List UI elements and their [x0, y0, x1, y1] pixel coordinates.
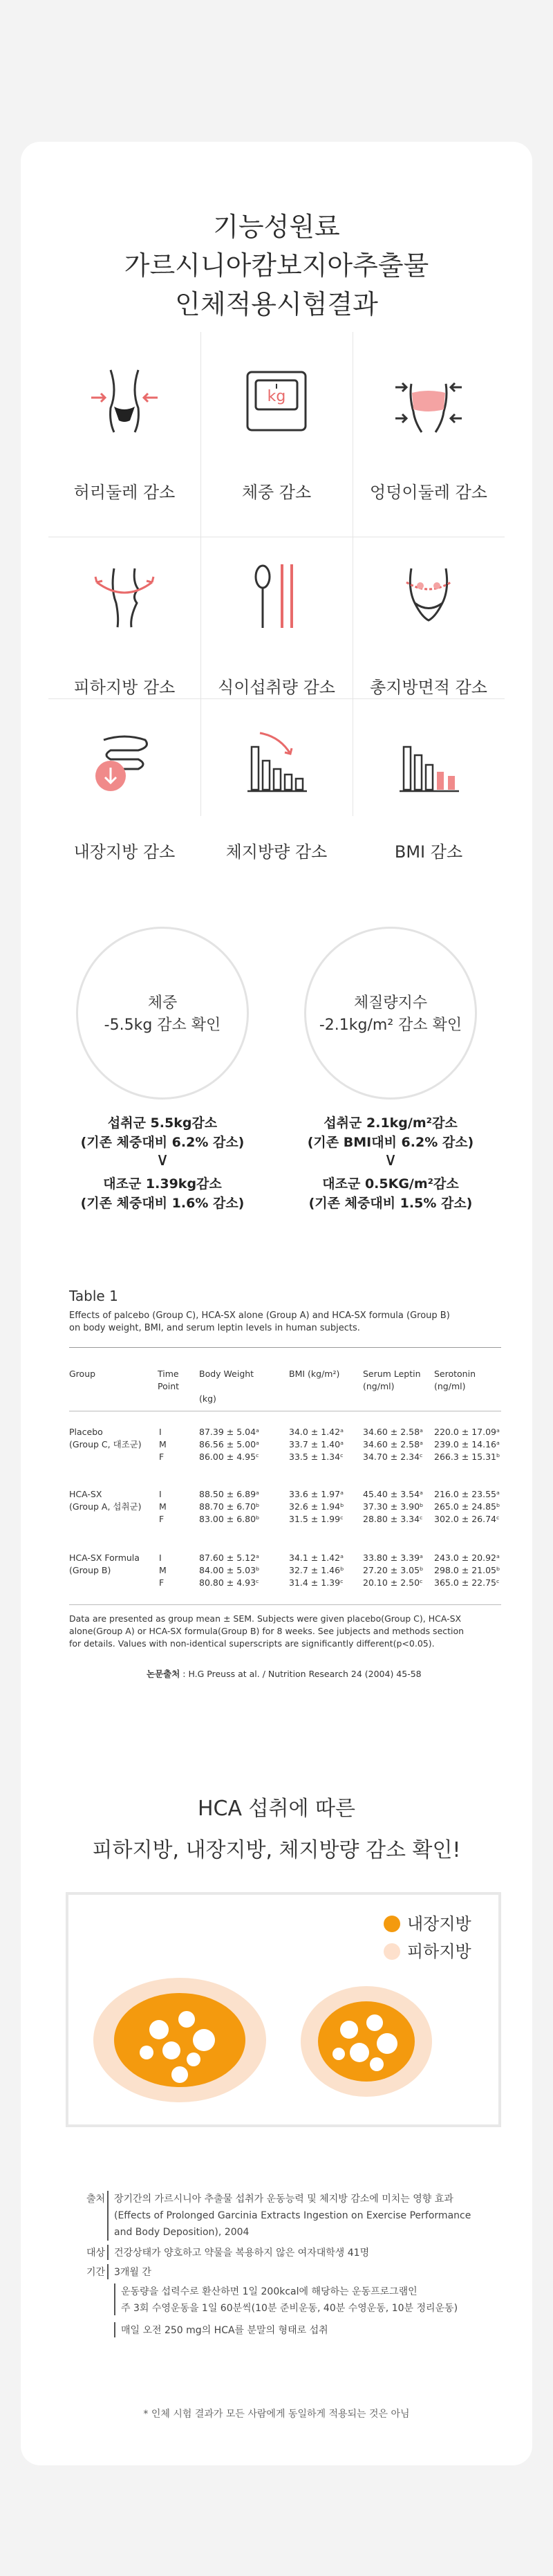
intake-text: 매일 오전 250 mg의 HCA를 분말의 형태로 섭취	[121, 2325, 328, 2336]
table-cell: 220.0 ± 17.09ᵃ 239.0 ± 14.16ᵃ 266.3 ± 15.31ᵇ	[434, 1427, 500, 1462]
section-heading-2: 피하지방, 내장지방, 체지방량 감소 확인!	[92, 1838, 461, 1862]
effect-visceral-fat	[48, 698, 200, 862]
table-rule	[69, 1347, 501, 1348]
circle-value: -5.5kg 감소 확인	[104, 1017, 221, 1034]
source-text: and Body Deposition), 2004	[114, 2227, 250, 2238]
stat-line: 섭취군 2.1kg/m²감소	[324, 1115, 458, 1131]
table-cell: 45.40 ± 3.54ᵃ 37.30 ± 3.90ᵇ 28.80 ± 3.34ᶜ	[363, 1489, 424, 1524]
stat-line: 대조군 1.39kg감소	[103, 1176, 222, 1192]
chevron-down-icon: ∨	[384, 1149, 397, 1170]
circle-value: -2.1kg/m² 감소 확인	[319, 1017, 462, 1034]
stat-line: (기존 체중대비 1.5% 감소)	[308, 1196, 473, 1211]
exercise-text: 주 3회 수영운동을 1일 60분씩(10분 준비운동, 40분 수영운동, 10분 정리운동)	[121, 2303, 458, 2314]
table-cell: I M F	[159, 1489, 167, 1524]
effect-label: 체중 감소	[241, 483, 312, 502]
subject-label: 대상	[86, 2248, 106, 2259]
source-bar	[107, 2191, 109, 2241]
effect-label: BMI 감소	[394, 842, 463, 862]
effect-label: 허리둘레 감소	[73, 483, 176, 502]
effect-total-fat-area	[353, 537, 505, 697]
table-note: for details. Values with non-identical superscripts are significantly different(p<0.05).	[69, 1638, 435, 1649]
table-header: Time Point	[158, 1369, 180, 1391]
weight-control-group	[52, 1174, 273, 1213]
source-text: 장기간의 가르시니아 추출물 섭취가 운동능력 및 체지방 감소에 미치는 영향 효과	[114, 2194, 453, 2205]
period-text: 3개월 간	[114, 2267, 151, 2278]
title-line-1: 기능성원료	[213, 212, 340, 242]
citation-text: : H.G Preuss at al. / Nutrition Research 24 (2004) 45-58	[180, 1669, 422, 1679]
table-header: Group	[69, 1369, 96, 1379]
table-cell: 34.1 ± 1.42ᵃ 32.7 ± 1.46ᵇ 31.4 ± 1.39ᶜ	[289, 1553, 344, 1588]
weight-test-group	[52, 1113, 273, 1152]
table-note: alone(Group A) or HCA-SX formula(Group B) for 8 weeks. See jubjects and methods section	[69, 1626, 465, 1636]
spoon-chopsticks-icon	[242, 562, 311, 631]
effect-waist	[48, 332, 200, 502]
source-label: 출처	[86, 2194, 106, 2205]
table-note: Data are presented as group mean ± SEM. Subjects were given placebo(Group C), HCA-SX	[69, 1613, 462, 1624]
table-cell: 243.0 ± 20.92ᵃ 298.0 ± 21.05ᵇ 365.0 ± 22.75ᶜ	[434, 1553, 500, 1588]
table-cell: HCA-SX (Group A, 섭취군)	[69, 1489, 142, 1512]
table-cell: 33.6 ± 1.97ᵃ 32.6 ± 1.94ᵇ 31.5 ± 1.99ᶜ	[289, 1489, 344, 1524]
citation	[147, 1668, 422, 1680]
legend-label: 내장지방	[407, 1914, 471, 1934]
bmi-control-group	[280, 1174, 501, 1213]
effect-diet-intake	[200, 537, 353, 697]
table-cell: 216.0 ± 23.55ᵃ 265.0 ± 24.85ᵇ 302.0 ± 26.74ᶜ	[434, 1489, 500, 1524]
weight-result-circle	[76, 927, 249, 1100]
effect-subcutaneous-fat	[48, 537, 200, 697]
table-cell: 88.50 ± 6.89ᵃ 88.70 ± 6.70ᵇ 83.00 ± 6.80ᵇ	[199, 1489, 260, 1524]
source-bar	[114, 2283, 115, 2315]
legend-dot	[384, 1943, 400, 1960]
period-label: 기간	[86, 2267, 106, 2278]
waist-icon	[90, 367, 159, 436]
bmi-chart-icon	[394, 726, 463, 795]
stat-line: 대조군 0.5KG/m²감소	[322, 1176, 459, 1192]
table-cell: 34.60 ± 2.58ᵃ 34.60 ± 2.58ᵃ 34.70 ± 2.34ᶜ	[363, 1427, 423, 1462]
stat-line: (기존 BMI대비 6.2% 감소)	[307, 1135, 474, 1150]
effect-body-fat-mass	[200, 698, 353, 862]
table-cell: 34.0 ± 1.42ᵃ 33.7 ± 1.40ᵃ 33.5 ± 1.34ᶜ	[289, 1427, 344, 1462]
section-heading-1: HCA 섭취에 따른	[197, 1797, 355, 1821]
legend-visceral	[384, 1910, 471, 1934]
effect-weight	[200, 332, 353, 502]
table-caption: on body weight, BMI, and serum leptin levels in human subjects.	[69, 1323, 360, 1333]
table-header: BMI (kg/m²)	[289, 1369, 340, 1379]
legend-subcutaneous	[384, 1938, 471, 1962]
table-cell: I M F	[159, 1427, 167, 1462]
stat-line: (기존 체중대비 1.6% 감소)	[80, 1196, 245, 1211]
intestine-icon	[90, 726, 159, 795]
circle-title: 체중	[147, 994, 178, 1012]
table-header: Serotonin (ng/ml)	[434, 1369, 476, 1391]
table-rule	[69, 1604, 501, 1605]
citation-label: 논문출처	[147, 1669, 180, 1679]
table-caption: Effects of palcebo (Group C), HCA-SX alone (Group A) and HCA-SX formula (Group B)	[69, 1310, 450, 1321]
chevron-down-icon: ∨	[156, 1149, 169, 1170]
source-bar	[107, 2245, 109, 2260]
table-header: Serum Leptin (ng/ml)	[363, 1369, 421, 1391]
disclaimer: * 인체 시험 결과가 모든 사람에게 동일하게 적용되는 것은 아님	[143, 2409, 410, 2420]
subcutaneous-fat-icon	[90, 562, 159, 631]
page-title	[0, 207, 553, 324]
table-cell: I M F	[159, 1553, 167, 1588]
table-cell: 33.80 ± 3.39ᵃ 27.20 ± 3.05ᵇ 20.10 ± 2.50ᶜ	[363, 1553, 424, 1588]
subject-text: 건강상태가 양호하고 약물을 복용하지 않은 여자대학생 41명	[114, 2248, 370, 2259]
circle-title: 체질량지수	[353, 994, 428, 1012]
bmi-result-circle	[304, 927, 477, 1100]
ct-scan-after-image	[297, 1978, 435, 2102]
effect-label: 총지방면적 감소	[370, 678, 487, 697]
stat-line: (기존 체중대비 6.2% 감소)	[80, 1135, 245, 1150]
ct-scan-before-image	[90, 1971, 270, 2109]
total-fat-icon	[394, 562, 463, 631]
svg-text:kg: kg	[267, 388, 286, 405]
effect-label: 내장지방 감소	[73, 842, 176, 862]
source-text: (Effects of Prolonged Garcinia Extracts Ingestion on Exercise Performance	[114, 2210, 471, 2221]
effect-label: 엉덩이둘레 감소	[370, 483, 487, 502]
table-header: Body Weight (kg)	[199, 1369, 254, 1404]
effect-label: 식이섭취량 감소	[218, 678, 335, 697]
bmi-test-group	[280, 1113, 501, 1152]
table-title: Table 1	[69, 1288, 118, 1304]
effect-label: 체지방량 감소	[225, 842, 328, 862]
exercise-text: 운동량을 섭력수로 환산하면 1일 200kcal에 해당하는 운동프로그램인	[121, 2286, 418, 2297]
legend-label: 피하지방	[407, 1942, 471, 1961]
table-cell: 87.60 ± 5.12ᵃ 84.00 ± 5.03ᵇ 80.80 ± 4.93ᶜ	[199, 1553, 260, 1588]
table-cell: HCA-SX Formula (Group B)	[69, 1553, 140, 1575]
table-cell: 87.39 ± 5.04ᵃ 86.56 ± 5.00ᵃ 86.00 ± 4.95ᶜ	[199, 1427, 259, 1462]
title-line-3: 인체적용시험결과	[175, 289, 378, 319]
legend-dot	[384, 1916, 400, 1932]
table-cell: Placebo (Group C, 대조군)	[69, 1427, 142, 1449]
scale-icon	[242, 367, 311, 436]
effect-label: 피하지방 감소	[73, 678, 176, 697]
effect-bmi	[353, 698, 505, 862]
source-bar	[107, 2264, 109, 2279]
hip-icon	[394, 367, 463, 436]
bar-chart-down-icon	[242, 726, 311, 795]
title-line-2: 가르시니아캄보지아추출물	[124, 250, 429, 281]
source-bar	[114, 2322, 115, 2337]
stat-line: 섭취군 5.5kg감소	[107, 1115, 218, 1131]
effect-hip	[353, 332, 505, 502]
